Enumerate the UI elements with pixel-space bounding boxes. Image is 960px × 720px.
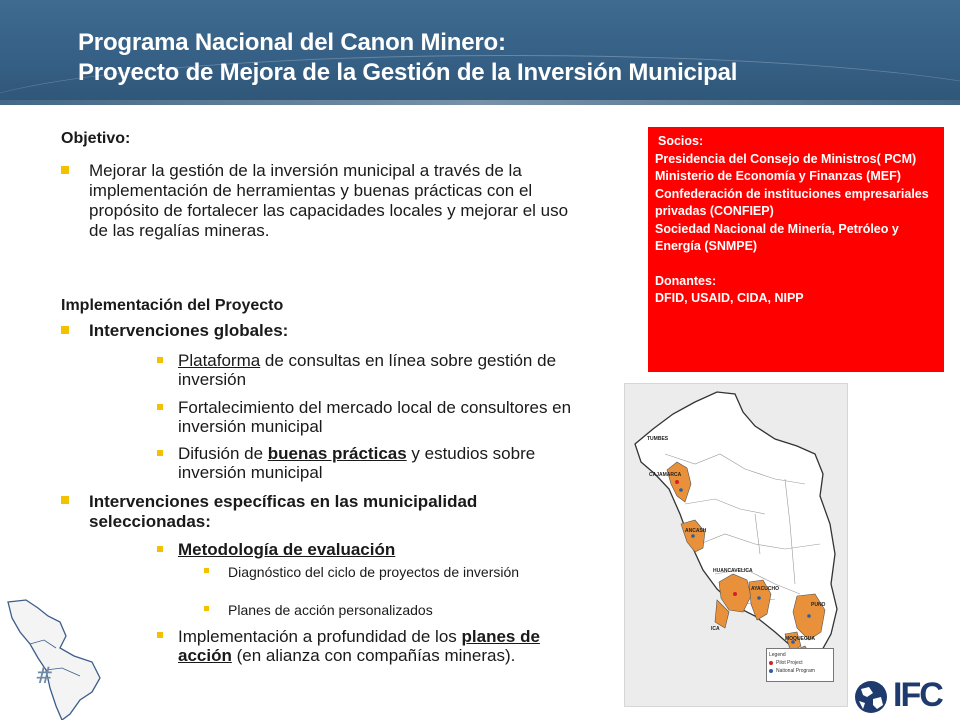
- global-item-platform: [178, 351, 578, 389]
- bullet-square-icon: [157, 450, 163, 456]
- partner-confiep: Confederación de instituciones empresariales privadas (CONFIEP): [655, 186, 929, 218]
- title-line-2: Proyecto de Mejora de la Gestión de la Inversión Municipal: [78, 59, 738, 86]
- socios-label: Socios:: [658, 134, 704, 148]
- program-dot: [807, 614, 811, 618]
- methodology-item: Metodología de evaluación: [178, 540, 396, 559]
- pilot-dot: [675, 480, 679, 484]
- bullet-square-icon: [157, 632, 163, 638]
- best-practices-pre: Difusión de: [178, 444, 268, 463]
- program-dot: [679, 488, 683, 492]
- legend-national-label: National Program: [776, 668, 815, 674]
- label-tumbes: TUMBES: [647, 436, 669, 442]
- implementation-heading: Implementación del Proyecto: [61, 297, 284, 314]
- legend-title: Legend: [769, 652, 786, 658]
- title-line-1: Programa Nacional del Canon Minero:: [78, 29, 506, 56]
- donantes-label: Donantes:: [655, 273, 717, 288]
- implementation-item: [178, 627, 578, 665]
- legend-pilot: [769, 659, 831, 667]
- label-puno: PUNO: [811, 602, 826, 608]
- action-plans-link-text: planes de acción: [178, 627, 540, 665]
- bullet-square-icon: [61, 496, 69, 504]
- best-practices-link-text: buenas prácticas: [267, 444, 407, 463]
- program-dot: [691, 534, 695, 538]
- label-ica: ICA: [711, 626, 720, 632]
- bullet-square-icon: [61, 166, 69, 174]
- sub-item-action-plans: Planes de acción personalizados: [228, 602, 433, 618]
- partner-mef: Ministerio de Economía y Finanzas (MEF): [655, 169, 901, 183]
- global-item-consultants: Fortalecimiento del mercado local de consultores en inversión municipal: [178, 398, 572, 436]
- latin-america-map-icon: [0, 596, 110, 720]
- label-ancash: ANCASH: [685, 528, 707, 534]
- global-interventions-title: Intervenciones globales:: [89, 321, 289, 340]
- label-moquegua: MOQUEGUA: [785, 636, 815, 642]
- bullet-square-icon: [61, 326, 69, 334]
- bullet-square-icon: [204, 568, 209, 573]
- platform-rest-text: de consultas en línea sobre gestión de inversión: [178, 351, 557, 389]
- bullet-square-icon: [157, 404, 163, 410]
- bullet-square-icon: [157, 357, 163, 363]
- label-huancavelica: HUANCAVELICA: [713, 568, 753, 574]
- title-banner: [0, 0, 960, 105]
- donantes-list: DFID, USAID, CIDA, NIPP: [655, 291, 804, 305]
- legend-national: [769, 667, 831, 675]
- page-title: [78, 28, 737, 88]
- ifc-logo-text: IFC: [893, 676, 942, 714]
- partners-box: [648, 127, 944, 372]
- label-cajamarca: CAJAMARCA: [649, 472, 682, 478]
- sub-item-diagnosis: Diagnóstico del ciclo de proyectos de inversión: [228, 564, 520, 580]
- bullet-square-icon: [204, 606, 209, 611]
- platform-link-text: Plataforma: [178, 351, 261, 370]
- program-dot: [757, 596, 761, 600]
- global-item-best-practices: [178, 444, 578, 482]
- objective-heading: Objetivo:: [61, 130, 131, 147]
- map-legend: [766, 648, 834, 682]
- ifc-globe-icon: [853, 679, 891, 715]
- partner-pcm: Presidencia del Consejo de Ministros( PCM): [655, 151, 917, 166]
- pilot-dot: [733, 592, 737, 596]
- partner-snmpe: Sociedad Nacional de Minería, Petróleo y Energía (SNMPE): [655, 221, 899, 253]
- bullet-square-icon: [157, 546, 163, 552]
- slide-number: #: [35, 664, 54, 689]
- legend-pilot-label: Pilot Project: [776, 660, 803, 666]
- implementation-rest: (en alianza con compañías mineras).: [231, 646, 516, 665]
- implementation-pre: Implementación a profundidad de los: [178, 627, 462, 646]
- banner-rule: [0, 100, 960, 105]
- best-practices-rest: y estudios sobre inversión municipal: [178, 444, 536, 482]
- specific-interventions-title: Intervenciones específicas en las municipalidad seleccionadas:: [89, 492, 478, 531]
- label-ayacucho: AYACUCHO: [751, 586, 779, 592]
- objective-text: Mejorar la gestión de la inversión municipal a través de la implementación de herramientas y buenas prácticas con el propósito de fortalecer las capacidades locales y mejorar el uso de las regalías mineras.: [89, 161, 569, 240]
